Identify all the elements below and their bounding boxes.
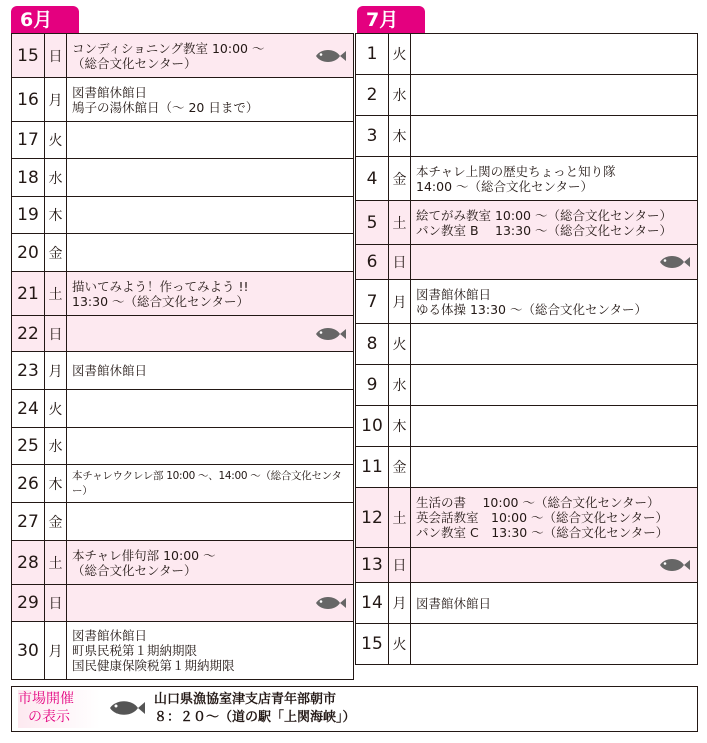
weekday: 月 — [389, 280, 411, 324]
event-cell — [411, 548, 698, 583]
event-cell — [67, 197, 354, 234]
day-number: 5 — [356, 201, 389, 245]
calendar-row — [12, 465, 354, 503]
day-number: 30 — [12, 622, 45, 680]
weekday: 日 — [45, 34, 67, 78]
event-line: ゆる体操 13:30 ～（総合文化センター） — [416, 301, 647, 317]
event-line: 本チャレ俳句部 10:00 ～ — [72, 547, 216, 563]
weekday: 土 — [45, 272, 67, 316]
calendar-row — [12, 352, 354, 390]
day-number: 12 — [356, 488, 389, 548]
event-line: 鳩子の湯休館日（～ 20 日まで） — [72, 99, 259, 115]
calendar-row — [12, 541, 354, 585]
event-cell — [411, 583, 698, 624]
calendar-row — [356, 583, 698, 624]
event-cell — [411, 488, 698, 548]
day-number: 18 — [12, 159, 45, 197]
event-cell — [67, 541, 354, 585]
calendar-row — [356, 488, 698, 548]
july-calendar-table — [355, 33, 698, 665]
event-cell — [67, 465, 354, 503]
day-number: 19 — [12, 197, 45, 234]
day-number: 29 — [12, 585, 45, 622]
calendar-row — [356, 245, 698, 280]
weekday: 日 — [45, 316, 67, 352]
weekday: 水 — [389, 75, 411, 116]
weekday: 日 — [389, 245, 411, 280]
event-line: 町県民税第１期納期限 — [72, 643, 198, 658]
calendar-row — [356, 548, 698, 583]
weekday: 日 — [389, 548, 411, 583]
day-number: 1 — [356, 34, 389, 75]
calendar-row — [12, 122, 354, 159]
legend-label-line2: の表示 — [28, 709, 70, 725]
weekday: 水 — [45, 159, 67, 197]
fish-icon — [657, 253, 691, 271]
event-cell — [67, 34, 354, 78]
event-line: 図書館休館日 — [416, 595, 492, 611]
weekday: 土 — [45, 541, 67, 585]
calendar-row — [12, 34, 354, 78]
fish-icon — [313, 47, 347, 65]
calendar-row — [12, 390, 354, 428]
event-line: 図書館休館日 — [72, 363, 148, 378]
day-number: 8 — [356, 324, 389, 365]
weekday: 月 — [389, 583, 411, 624]
calendar-row — [356, 157, 698, 201]
weekday: 火 — [389, 324, 411, 365]
calendar-row — [12, 503, 354, 541]
event-line: 本チャレ上関の歴史ちょっと知り隊 — [416, 163, 616, 179]
calendar-row — [12, 159, 354, 197]
day-number: 11 — [356, 447, 389, 488]
event-cell — [67, 78, 354, 122]
fish-icon — [313, 325, 347, 343]
event-cell — [67, 390, 354, 428]
calendar-row — [12, 197, 354, 234]
event-line: （総合文化センター） — [72, 562, 197, 578]
event-cell — [411, 116, 698, 157]
calendar-row — [12, 316, 354, 352]
weekday: 日 — [45, 585, 67, 622]
event-cell — [67, 503, 354, 541]
weekday: 水 — [389, 365, 411, 406]
weekday: 火 — [389, 34, 411, 75]
calendar-row — [12, 428, 354, 465]
event-cell — [67, 428, 354, 465]
event-cell — [411, 447, 698, 488]
event-line: 図書館休館日 — [72, 84, 148, 100]
event-line: 図書館休館日 — [72, 628, 148, 643]
event-line: パン教室 C 13:30 ～（総合文化センター） — [416, 525, 669, 540]
weekday: 木 — [389, 116, 411, 157]
june-month-tab: 6月 — [11, 6, 79, 34]
weekday: 土 — [389, 201, 411, 245]
calendar-row — [356, 365, 698, 406]
event-line: 本チャレウクレレ部 10:00 ～、14:00 ～（総合文化センター） — [72, 469, 342, 497]
event-line: 描いてみよう！作ってみよう !! — [72, 278, 249, 294]
event-line: 生活の書 10:00 ～（総合文化センター） — [416, 495, 660, 510]
day-number: 14 — [356, 583, 389, 624]
day-number: 28 — [12, 541, 45, 585]
event-line: 図書館休館日 — [416, 286, 492, 302]
event-cell — [411, 406, 698, 447]
event-cell — [67, 316, 354, 352]
legend-label-line1: 市場開催 — [18, 691, 74, 707]
event-line: パン教室 B 13:30 ～（総合文化センター） — [416, 222, 673, 238]
legend-text-line1: 山口県漁協室津支店青年部朝市 — [154, 692, 337, 707]
calendar-row — [356, 201, 698, 245]
day-number: 7 — [356, 280, 389, 324]
weekday: 火 — [45, 122, 67, 159]
event-line: 14:00 ～（総合文化センター） — [416, 178, 593, 194]
day-number: 21 — [12, 272, 45, 316]
weekday: 土 — [389, 488, 411, 548]
event-line: 13:30 ～（総合文化センター） — [72, 293, 249, 309]
market-legend — [11, 686, 698, 732]
day-number: 16 — [12, 78, 45, 122]
event-cell — [67, 585, 354, 622]
day-number: 24 — [12, 390, 45, 428]
event-cell — [411, 365, 698, 406]
event-cell — [411, 324, 698, 365]
calendar-row — [356, 324, 698, 365]
event-line: 国民健康保険税第１期納期限 — [72, 658, 235, 673]
day-number: 10 — [356, 406, 389, 447]
weekday: 水 — [45, 428, 67, 465]
weekday: 金 — [45, 503, 67, 541]
day-number: 2 — [356, 75, 389, 116]
weekday: 月 — [45, 622, 67, 680]
weekday: 火 — [45, 390, 67, 428]
event-cell — [411, 280, 698, 324]
calendar-row — [356, 280, 698, 324]
day-number: 13 — [356, 548, 389, 583]
day-number: 26 — [12, 465, 45, 503]
legend-text — [154, 691, 356, 727]
event-cell — [411, 245, 698, 280]
weekday: 金 — [389, 447, 411, 488]
weekday: 月 — [45, 352, 67, 390]
july-month-tab: 7月 — [357, 6, 425, 34]
fish-icon — [313, 594, 347, 612]
calendar-row — [356, 406, 698, 447]
calendar-row — [12, 272, 354, 316]
day-number: 4 — [356, 157, 389, 201]
event-cell — [67, 352, 354, 390]
weekday: 月 — [45, 78, 67, 122]
day-number: 27 — [12, 503, 45, 541]
weekday: 木 — [389, 406, 411, 447]
event-cell — [411, 624, 698, 665]
event-line: （総合文化センター） — [72, 55, 197, 71]
calendar-row — [12, 234, 354, 272]
calendar-row — [356, 34, 698, 75]
weekday: 金 — [389, 157, 411, 201]
day-number: 23 — [12, 352, 45, 390]
day-number: 9 — [356, 365, 389, 406]
day-number: 25 — [12, 428, 45, 465]
calendar-row — [356, 75, 698, 116]
calendar-row — [356, 116, 698, 157]
calendar-row — [12, 78, 354, 122]
fish-icon — [106, 697, 146, 719]
june-calendar-table — [11, 33, 354, 680]
event-cell — [411, 75, 698, 116]
day-number: 6 — [356, 245, 389, 280]
weekday: 木 — [45, 197, 67, 234]
calendar-row — [356, 447, 698, 488]
day-number: 3 — [356, 116, 389, 157]
day-number: 22 — [12, 316, 45, 352]
event-cell — [411, 157, 698, 201]
event-cell — [411, 201, 698, 245]
weekday: 火 — [389, 624, 411, 665]
event-cell — [411, 34, 698, 75]
event-cell — [67, 122, 354, 159]
calendar-row — [12, 585, 354, 622]
day-number: 15 — [12, 34, 45, 78]
day-number: 15 — [356, 624, 389, 665]
day-number: 17 — [12, 122, 45, 159]
event-cell — [67, 159, 354, 197]
event-cell — [67, 234, 354, 272]
event-cell — [67, 622, 354, 680]
fish-icon — [657, 556, 691, 574]
weekday: 金 — [45, 234, 67, 272]
legend-label — [18, 690, 100, 728]
calendar-row — [12, 622, 354, 680]
legend-text-line2: ８：２０～（道の駅「上関海峡」） — [154, 710, 356, 725]
weekday: 木 — [45, 465, 67, 503]
event-line: 英会話教室 10:00 ～（総合文化センター） — [416, 510, 668, 525]
calendar-row — [356, 624, 698, 665]
event-line: コンディショニング教室 10:00 ～ — [72, 40, 265, 56]
day-number: 20 — [12, 234, 45, 272]
event-line: 絵てがみ教室 10:00 ～（総合文化センター） — [416, 207, 672, 223]
event-cell — [67, 272, 354, 316]
